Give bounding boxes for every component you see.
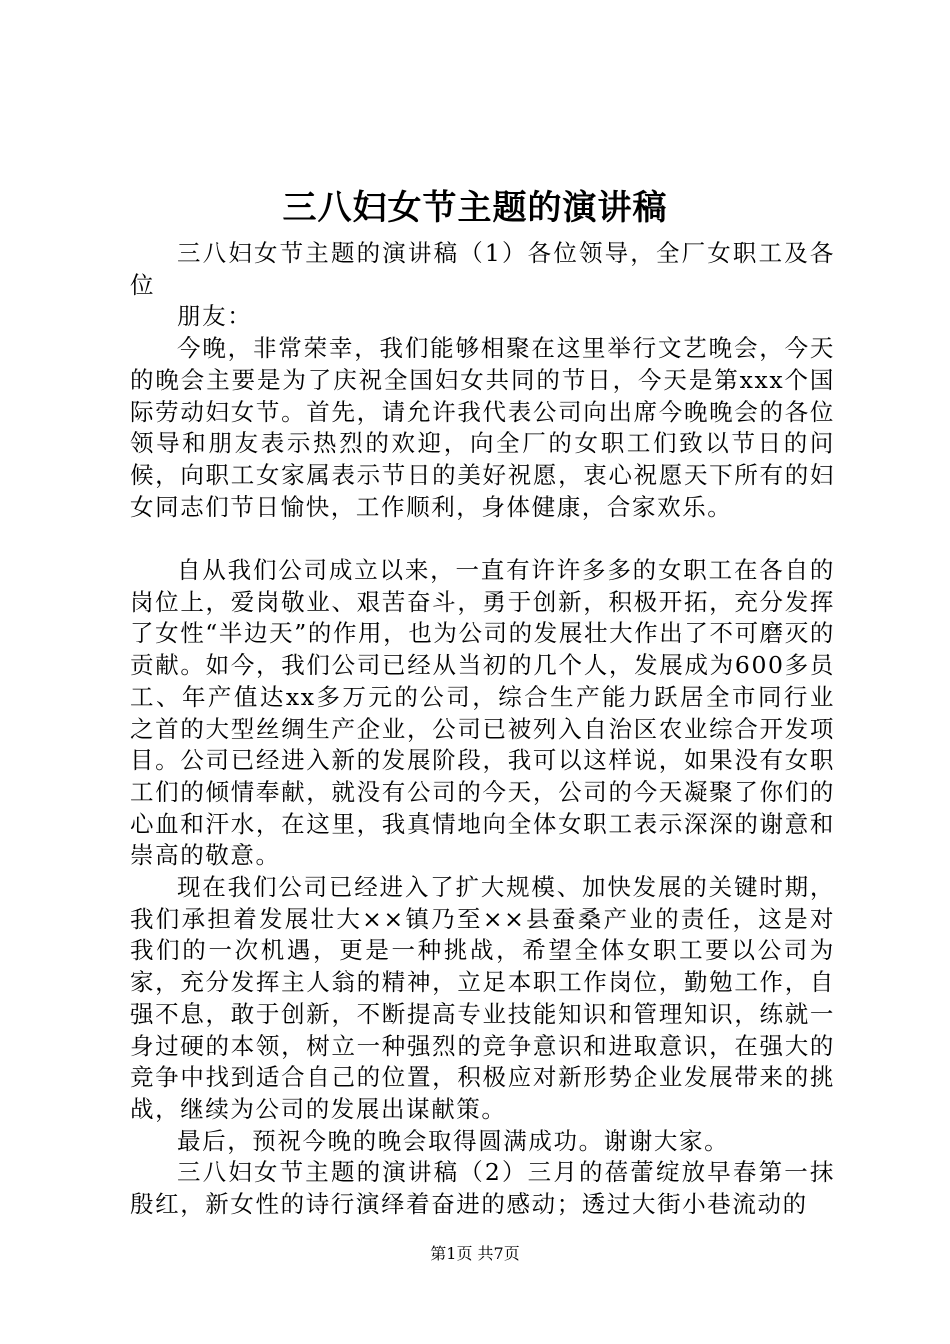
paragraph-greeting: 朋友：	[177, 302, 253, 331]
paragraph-second-speech: 三八妇女节主题的演讲稿（2）三月的蓓蕾绽放早春第一抹殷红，新女性的诗行演绎着奋进的感动；透过大街小巷流动的	[130, 1158, 835, 1219]
document-body	[130, 238, 835, 1221]
paragraph-history: 自从我们公司成立以来，一直有许许多多的女职工在各自的岗位上，爱岗敬业、艰苦奋斗，勇于创新，积极开拓，充分发挥了女性“半边天”的作用，也为公司的发展壮大作出了不可磨灭的贡献。如今，我们公司已经从当初的几个人，发展成为600多员工、年产值达xx多万元的公司，综合生产能力跃居全市同行业之首的大型丝绸生产企业，公司已被列入自治区农业综合开发项目。公司已经进入新的发展阶段，我可以这样说，如果没有女职工们的倾情奉献，就没有公司的今天，公司的今天凝聚了你们的心血和汗水，在这里，我真情地向全体女职工表示深深的谢意和崇高的敬意。	[130, 556, 835, 870]
paragraph-outlook: 现在我们公司已经进入了扩大规模、加快发展的关键时期，我们承担着发展壮大××镇乃至××县蚕桑产业的责任，这是对我们的一次机遇，更是一种挑战，希望全体女职工要以公司为家，充分发挥主人翁的精神，立足本职工作岗位，勤勉工作，自强不息，敢于创新，不断提高专业技能知识和管理知识，练就一身过硬的本领，树立一种强烈的竞争意识和进取意识，在强大的竞争中找到适合自己的位置，积极应对新形势企业发展带来的挑战，继续为公司的发展出谋献策。	[130, 873, 835, 1123]
paragraph-closing: 最后，预祝今晚的晚会取得圆满成功。谢谢大家。	[177, 1126, 730, 1155]
page-number-footer: 第1页 共7页	[430, 1244, 520, 1263]
paragraph-spacer	[130, 523, 835, 555]
paragraph-opening: 今晚，非常荣幸，我们能够相聚在这里举行文艺晚会，今天的晚会主要是为了庆祝全国妇女共同的节日，今天是第xxx个国际劳动妇女节。首先，请允许我代表公司向出席今晚晚会的各位领导和朋友表示热烈的欢迎，向全厂的女职工们致以节日的问候，向职工女家属表示节日的美好祝愿，衷心祝愿天下所有的妇女同志们节日愉快，工作顺利，身体健康，合家欢乐。	[130, 334, 835, 521]
document-title: 三八妇女节主题的演讲稿	[282, 188, 668, 228]
paragraph-intro: 三八妇女节主题的演讲稿（1）各位领导，全厂女职工及各位	[130, 239, 835, 299]
